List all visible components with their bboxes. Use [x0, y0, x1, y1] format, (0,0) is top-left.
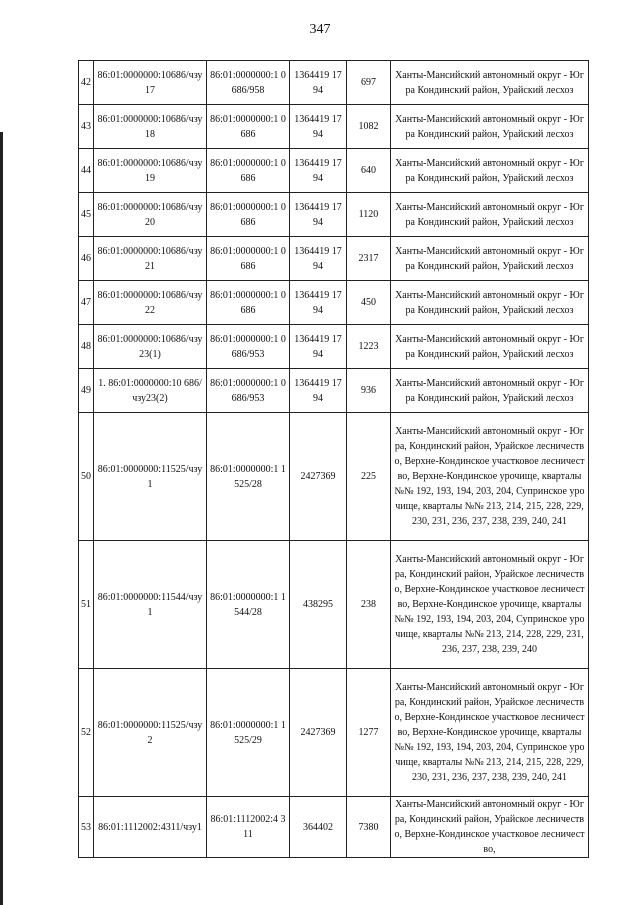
- area-value: 1120: [347, 193, 391, 237]
- parent-cadastral-number: 86:01:0000000:1 0686: [207, 149, 290, 193]
- area-value: 1223: [347, 325, 391, 369]
- scan-margin-line: [0, 132, 3, 905]
- row-number: 51: [79, 541, 94, 669]
- row-number: 52: [79, 669, 94, 797]
- registration-number: 1364419 1794: [290, 105, 347, 149]
- area-value: 1082: [347, 105, 391, 149]
- cadastral-number: 86:01:1112002:4311/чзу1: [94, 797, 207, 858]
- registration-number: 1364419 1794: [290, 369, 347, 413]
- area-value: 450: [347, 281, 391, 325]
- parent-cadastral-number: 86:01:0000000:1 1544/28: [207, 541, 290, 669]
- table-row: [79, 149, 589, 193]
- cadastral-number: 86:01:0000000:11525/чзу 1: [94, 413, 207, 541]
- location-description: Ханты-Мансийский автономный округ - Югра, Кондинский район, Урайское лесничество, Верхне-Кондинское участковое лесничество, Верхне-Кондинское урочище, кварталы №№ 192, 193, 194, 203, 204, Супринское урочище, кварталы №№ 213, 214, 215, 228, 229, 230, 231, 236, 237, 238, 239, 240, 241: [391, 413, 589, 541]
- registration-number: 1364419 1794: [290, 149, 347, 193]
- area-value: 697: [347, 61, 391, 105]
- table-row: [79, 281, 589, 325]
- table-row: [79, 669, 589, 797]
- registration-number: 364402: [290, 797, 347, 858]
- cadastral-number: 86:01:0000000:10686/чзу 22: [94, 281, 207, 325]
- table-row: [79, 541, 589, 669]
- registration-number: 1364419 1794: [290, 193, 347, 237]
- registration-number: 2427369: [290, 413, 347, 541]
- registration-number: 1364419 1794: [290, 325, 347, 369]
- table-row: [79, 237, 589, 281]
- cadastral-number: 1. 86:01:0000000:10 686/чзу23(2): [94, 369, 207, 413]
- cadastral-number: 86:01:0000000:10686/чзу 19: [94, 149, 207, 193]
- area-value: 7380: [347, 797, 391, 858]
- cadastral-number: 86:01:0000000:10686/чзу 17: [94, 61, 207, 105]
- table-row: [79, 413, 589, 541]
- area-value: 2317: [347, 237, 391, 281]
- area-value: 640: [347, 149, 391, 193]
- area-value: 936: [347, 369, 391, 413]
- cadastral-number: 86:01:0000000:10686/чзу 20: [94, 193, 207, 237]
- cadastral-number: 86:01:0000000:10686/чзу 23(1): [94, 325, 207, 369]
- registration-number: 1364419 1794: [290, 61, 347, 105]
- table-row: [79, 325, 589, 369]
- registration-number: 438295: [290, 541, 347, 669]
- row-number: 45: [79, 193, 94, 237]
- area-value: 225: [347, 413, 391, 541]
- table-row: [79, 369, 589, 413]
- location-description: Ханты-Мансийский автономный округ - Югра, Кондинский район, Урайское лесничество, Верхне-Кондинское участковое лесничество,: [391, 797, 589, 858]
- registration-number: 2427369: [290, 669, 347, 797]
- area-value: 1277: [347, 669, 391, 797]
- cadastral-number: 86:01:0000000:11544/чзу 1: [94, 541, 207, 669]
- table-row: [79, 797, 589, 858]
- parent-cadastral-number: 86:01:0000000:1 0686: [207, 105, 290, 149]
- parent-cadastral-number: 86:01:0000000:1 0686: [207, 193, 290, 237]
- cadastral-number: 86:01:0000000:10686/чзу 18: [94, 105, 207, 149]
- parent-cadastral-number: 86:01:1112002:4 311: [207, 797, 290, 858]
- row-number: 49: [79, 369, 94, 413]
- location-description: Ханты-Мансийский автономный округ - Югра Кондинский район, Урайский лесхоз: [391, 237, 589, 281]
- location-description: Ханты-Мансийский автономный округ - Югра, Кондинский район, Урайское лесничество, Верхне-Кондинское участковое лесничество, Верхне-Кондинское урочище, кварталы №№ 192, 193, 194, 203, 204, Супринское урочище, кварталы №№ 213, 214, 228, 229, 231, 236, 237, 238, 239, 240: [391, 541, 589, 669]
- parent-cadastral-number: 86:01:0000000:1 0686: [207, 281, 290, 325]
- row-number: 47: [79, 281, 94, 325]
- registration-number: 1364419 1794: [290, 237, 347, 281]
- location-description: Ханты-Мансийский автономный округ - Югра Кондинский район, Урайский лесхоз: [391, 149, 589, 193]
- parent-cadastral-number: 86:01:0000000:1 1525/28: [207, 413, 290, 541]
- location-description: Ханты-Мансийский автономный округ - Югра, Кондинский район, Урайское лесничество, Верхне-Кондинское участковое лесничество, Верхне-Кондинское урочище, кварталы №№ 192, 193, 194, 203, 204, Супринское урочище, кварталы №№ 213, 214, 215, 228, 229, 230, 231, 236, 237, 238, 239, 240, 241: [391, 669, 589, 797]
- location-description: Ханты-Мансийский автономный округ - Югра Кондинский район, Урайский лесхоз: [391, 105, 589, 149]
- row-number: 48: [79, 325, 94, 369]
- location-description: Ханты-Мансийский автономный округ - Югра Кондинский район, Урайский лесхоз: [391, 281, 589, 325]
- cadastral-number: 86:01:0000000:10686/чзу 21: [94, 237, 207, 281]
- table-row: [79, 61, 589, 105]
- row-number: 53: [79, 797, 94, 858]
- parent-cadastral-number: 86:01:0000000:1 0686/953: [207, 369, 290, 413]
- land-plots-table: [78, 60, 589, 858]
- location-description: Ханты-Мансийский автономный округ - Югра Кондинский район, Урайский лесхоз: [391, 369, 589, 413]
- row-number: 44: [79, 149, 94, 193]
- location-description: Ханты-Мансийский автономный округ - Югра Кондинский район, Урайский лесхоз: [391, 325, 589, 369]
- parent-cadastral-number: 86:01:0000000:1 0686: [207, 237, 290, 281]
- table-row: [79, 105, 589, 149]
- row-number: 50: [79, 413, 94, 541]
- row-number: 42: [79, 61, 94, 105]
- parent-cadastral-number: 86:01:0000000:1 0686/953: [207, 325, 290, 369]
- table-row: [79, 193, 589, 237]
- parent-cadastral-number: 86:01:0000000:1 0686/958: [207, 61, 290, 105]
- row-number: 43: [79, 105, 94, 149]
- registration-number: 1364419 1794: [290, 281, 347, 325]
- page-number: 347: [309, 22, 331, 37]
- area-value: 238: [347, 541, 391, 669]
- location-description: Ханты-Мансийский автономный округ - Югра Кондинский район, Урайский лесхоз: [391, 61, 589, 105]
- location-description: Ханты-Мансийский автономный округ - Югра Кондинский район, Урайский лесхоз: [391, 193, 589, 237]
- parent-cadastral-number: 86:01:0000000:1 1525/29: [207, 669, 290, 797]
- cadastral-number: 86:01:0000000:11525/чзу 2: [94, 669, 207, 797]
- row-number: 46: [79, 237, 94, 281]
